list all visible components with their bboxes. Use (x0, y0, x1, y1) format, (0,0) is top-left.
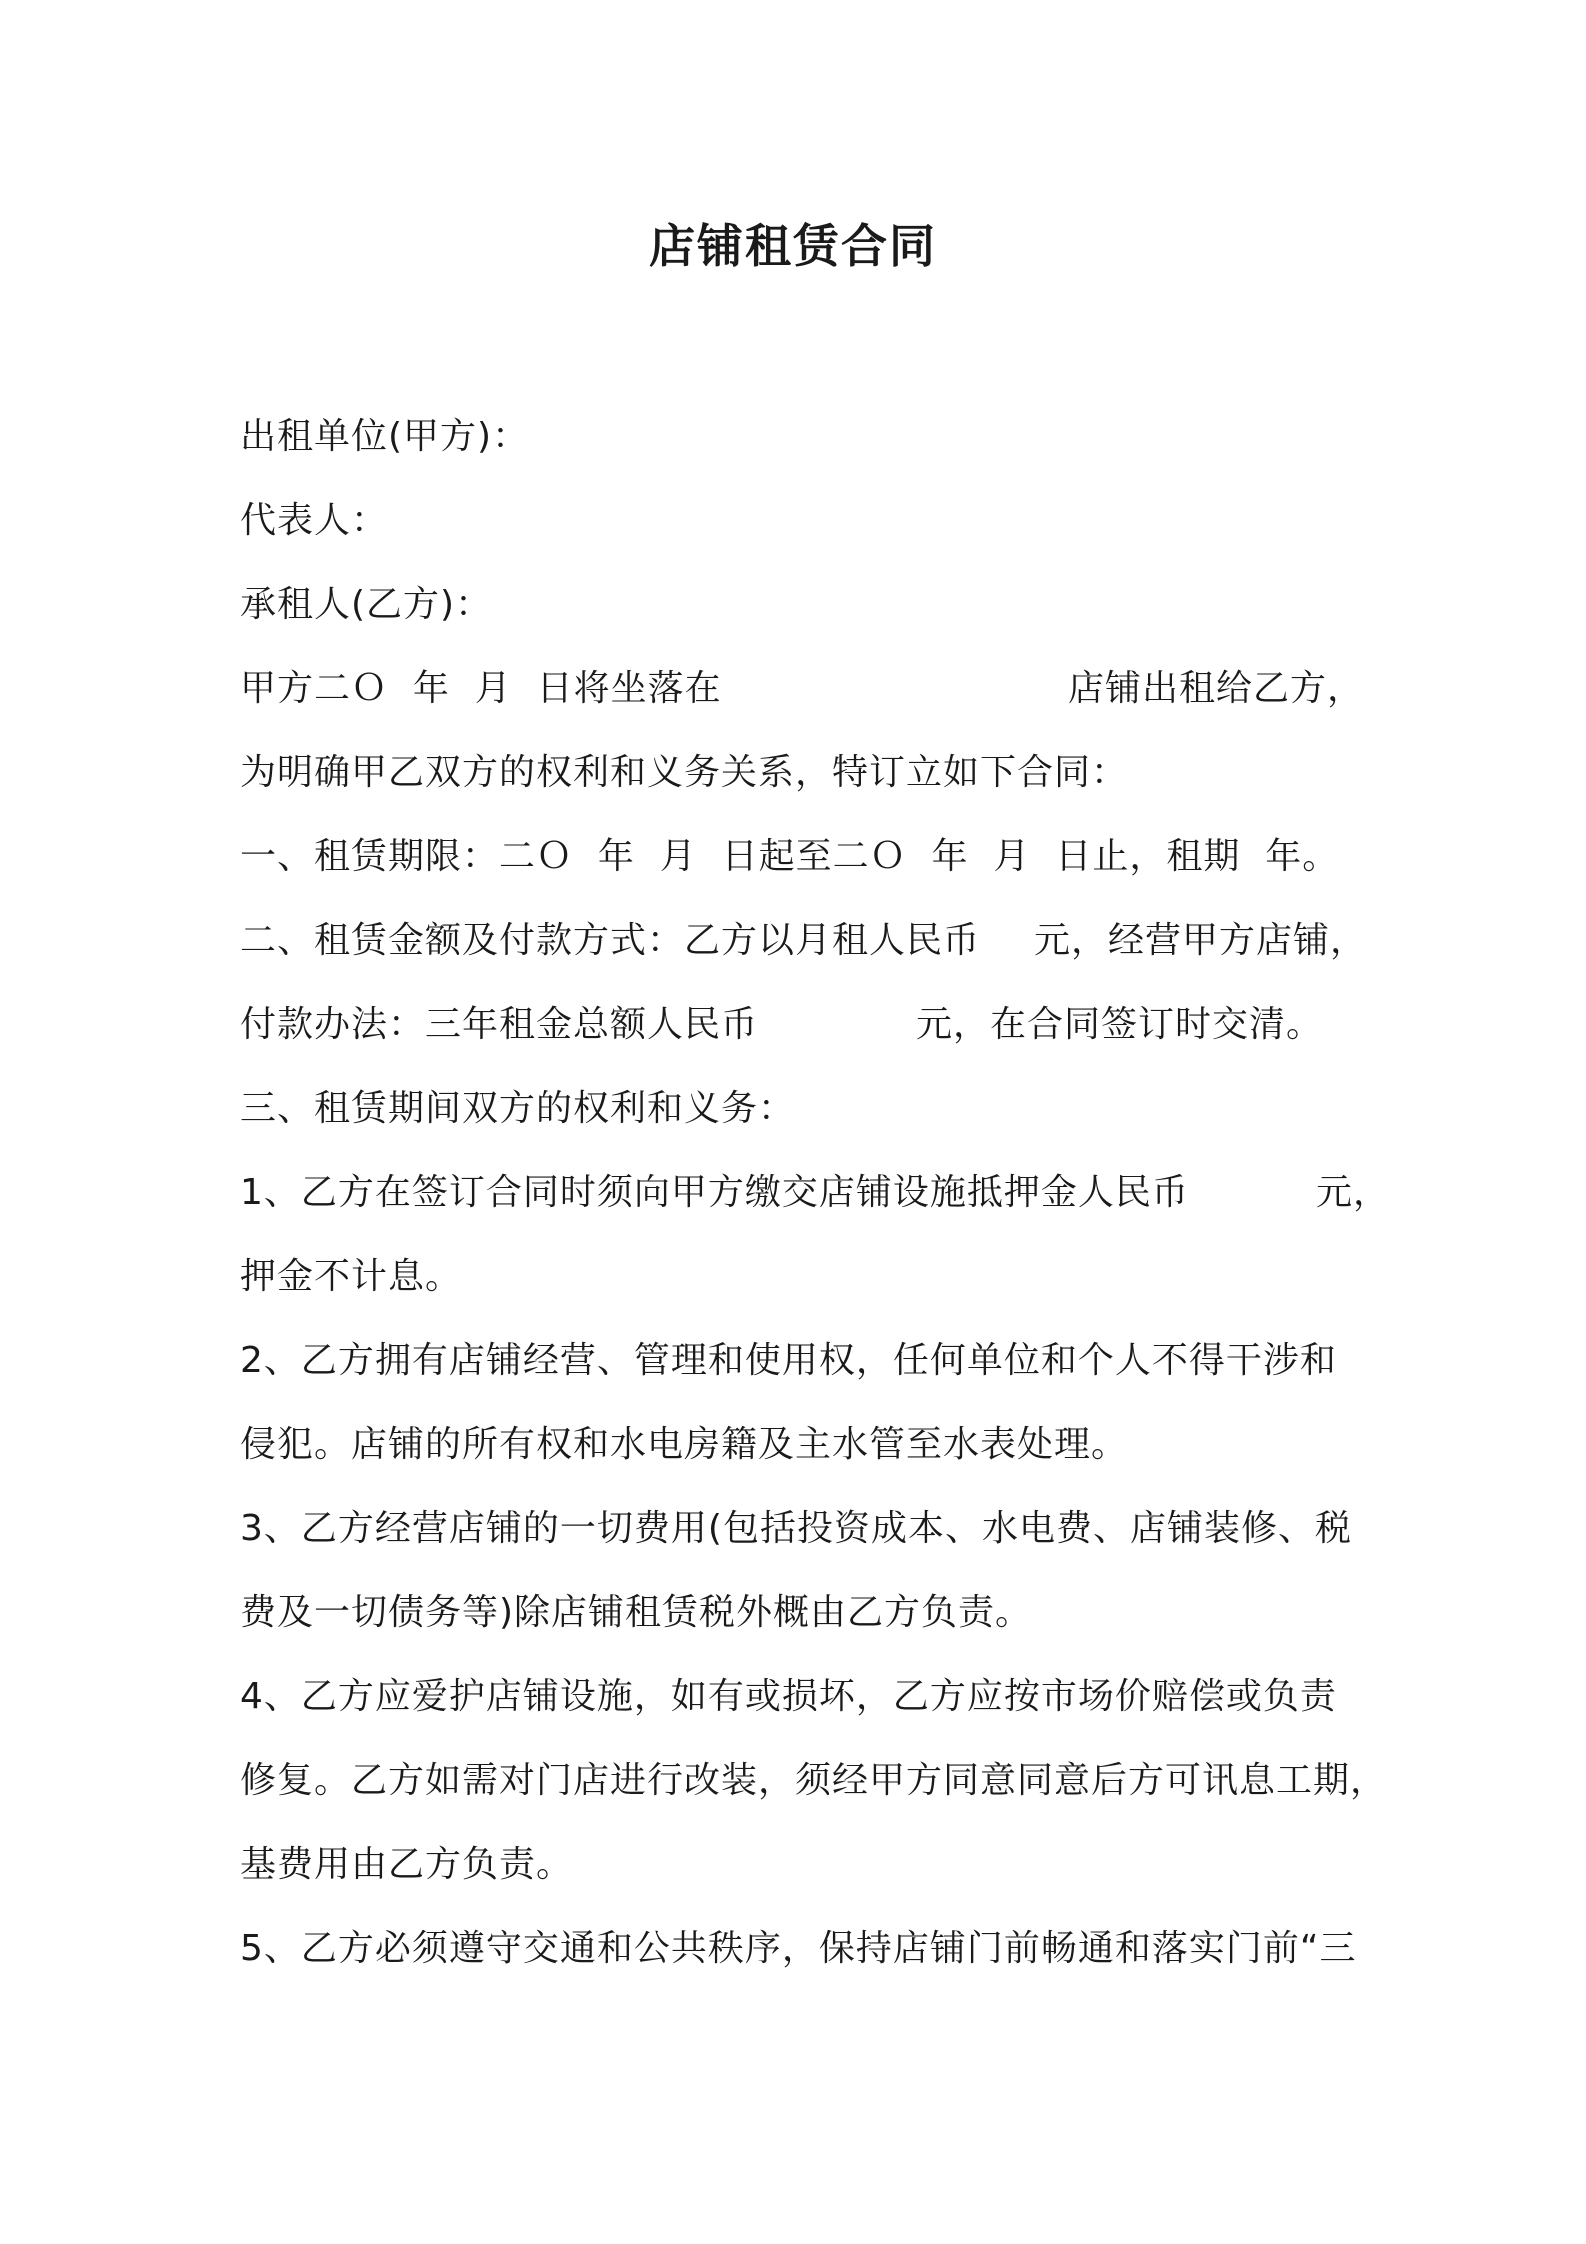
payment-method-line: 付款办法：三年租金总额人民币 (240, 1004, 759, 1045)
clause-1-term: 一、租赁期限：二Ｏ 年 月 日起至二Ｏ 年 月 日止，租期 年。 (240, 836, 1340, 877)
item-4-maintenance-cont: 修复。乙方如需对门店进行改装，须经甲方同意同意后方可讯息工期， (240, 1760, 1388, 1801)
property-location-line: 甲方二Ｏ 年 月 日将坐落在 (240, 668, 722, 709)
payment-method-line-end: 元，在合同签订时交清。 (916, 1004, 1324, 1045)
property-location-line-end: 店铺出租给乙方， (1068, 668, 1365, 709)
clause-2-rent-end: 元，经营甲方店铺， (1034, 920, 1368, 961)
clause-2-rent: 二、租赁金额及付款方式：乙方以月租人民币 (240, 920, 981, 961)
item-4-maintenance: 4、乙方应爱护店铺设施，如有或损坏，乙方应按市场价赔偿或负责 (240, 1676, 1337, 1717)
item-2-rights-cont: 侵犯。店铺的所有权和水电房籍及主水管至水表处理。 (240, 1424, 1129, 1465)
item-3-costs: 3、乙方经营店铺的一切费用(包括投资成本、水电费、店铺装修、税 (240, 1508, 1352, 1549)
item-4-maintenance-end: 基费用由乙方负责。 (240, 1844, 574, 1885)
item-3-costs-cont: 费及一切债务等)除店铺租赁税外概由乙方负责。 (240, 1592, 1033, 1633)
purpose-line: 为明确甲乙双方的权利和义务关系，特订立如下合同： (240, 752, 1129, 793)
item-1-deposit-end: 元， (1316, 1172, 1391, 1213)
document-title: 店铺租赁合同 (649, 219, 937, 273)
item-1-deposit-cont: 押金不计息。 (240, 1256, 463, 1297)
item-5-order: 5、乙方必须遵守交通和公共秩序，保持店铺门前畅通和落实门前“三 (240, 1928, 1357, 1969)
item-2-rights: 2、乙方拥有店铺经营、管理和使用权，任何单位和个人不得干涉和 (240, 1340, 1337, 1381)
representative-line: 代表人： (240, 500, 389, 541)
lessee-line: 承租人(乙方)： (240, 584, 493, 625)
item-1-deposit: 1、乙方在签订合同时须向甲方缴交店铺设施抵押金人民币 (240, 1172, 1189, 1213)
clause-3-heading: 三、租赁期间双方的权利和义务： (240, 1088, 796, 1129)
lessor-line: 出租单位(甲方)： (240, 416, 530, 457)
